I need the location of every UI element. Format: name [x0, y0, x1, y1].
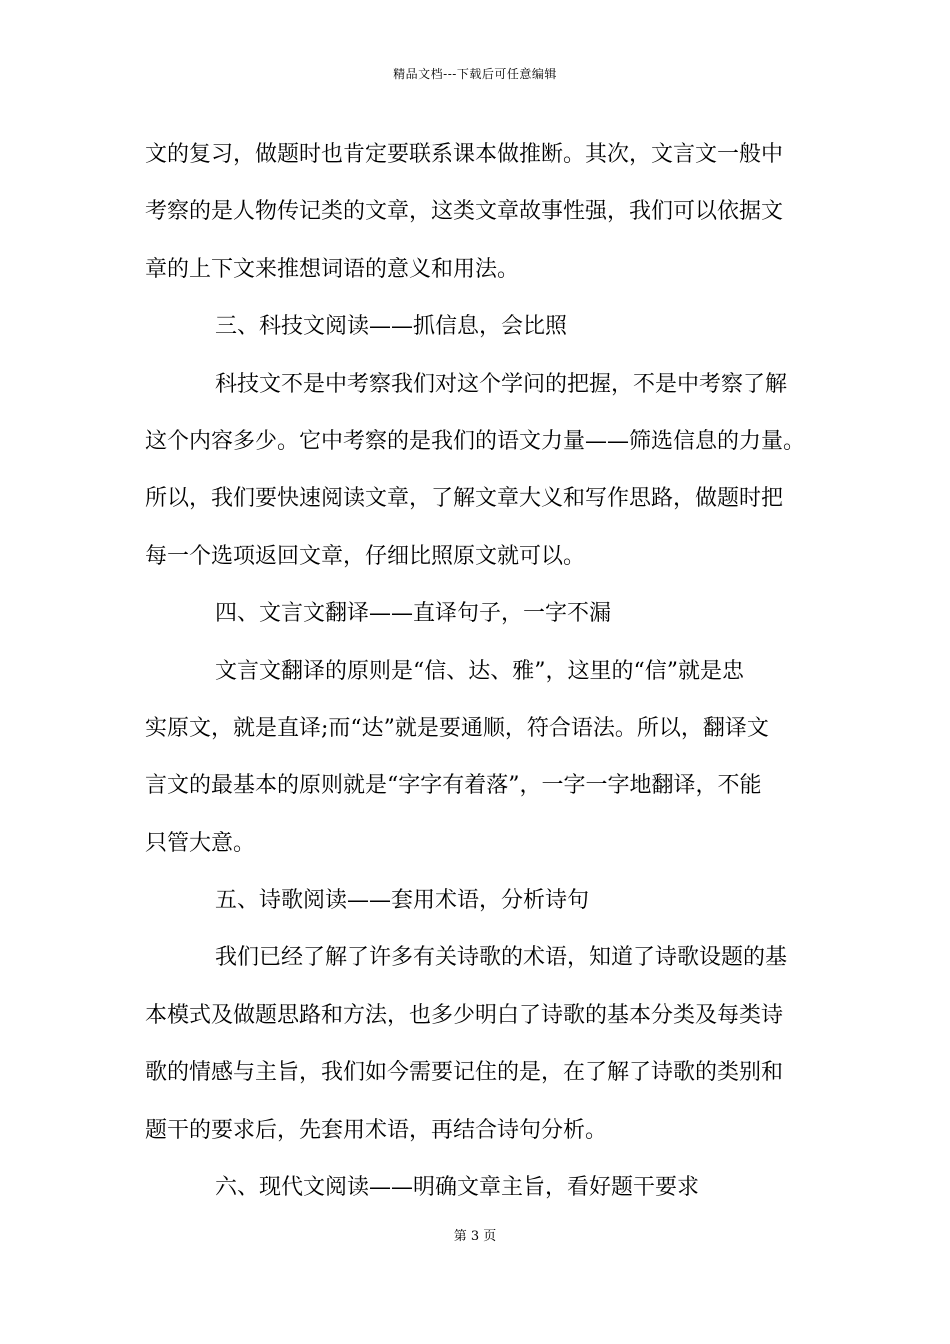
page-header: 精品文档---下载后可任意编辑: [393, 67, 557, 81]
text-line: 本模式及做题思路和方法，也多少明白了诗歌的基本分类及每类诗: [145, 1002, 784, 1028]
page-number: 第 3 页: [453, 1229, 497, 1244]
section-heading: 五、诗歌阅读——套用术语，分析诗句: [215, 888, 590, 914]
text-line: 歌的情感与主旨，我们如今需要记住的是，在了解了诗歌的类别和: [145, 1060, 784, 1086]
section-heading: 三、科技文阅读——抓信息，会比照: [215, 314, 568, 340]
text-line: 所以，我们要快速阅读文章，了解文章大义和写作思路，做题时把: [145, 486, 784, 512]
text-line: 实原文，就是直译;而“达”就是要通顺，符合语法。所以，翻译文: [145, 715, 769, 741]
text-line: 每一个选项返回文章，仔细比照原文就可以。: [145, 543, 586, 569]
document-body: [145, 126, 825, 1216]
text-line: 考察的是人物传记类的文章，这类文章故事性强，我们可以依据文: [145, 199, 784, 225]
text-line: 文的复习，做题时也肯定要联系课本做推断。其次，文言文一般中: [145, 142, 784, 167]
text-line: 只管大意。: [145, 830, 256, 856]
text-line: 言文的最基本的原则就是“字字有着落”，一字一字地翻译，不能: [145, 773, 762, 799]
text-line: 章的上下文来推想词语的意义和用法。: [145, 256, 520, 282]
text-line: 我们已经了解了许多有关诗歌的术语，知道了诗歌设题的基: [215, 945, 788, 971]
section-heading: 六、现代文阅读——明确文章主旨，看好题干要求: [215, 1175, 700, 1201]
text-line: 题干的要求后，先套用术语，再结合诗句分析。: [145, 1117, 608, 1143]
text-line: 文言文翻译的原则是“信、达、雅”，这里的“信”就是忠: [215, 658, 744, 684]
text-line: 这个内容多少。它中考察的是我们的语文力量——筛选信息的力量。: [145, 428, 806, 454]
section-heading: 四、文言文翻译——直译句子，一字不漏: [215, 601, 612, 627]
text-line: 科技文不是中考察我们对这个学问的把握，不是中考察了解: [215, 371, 788, 397]
